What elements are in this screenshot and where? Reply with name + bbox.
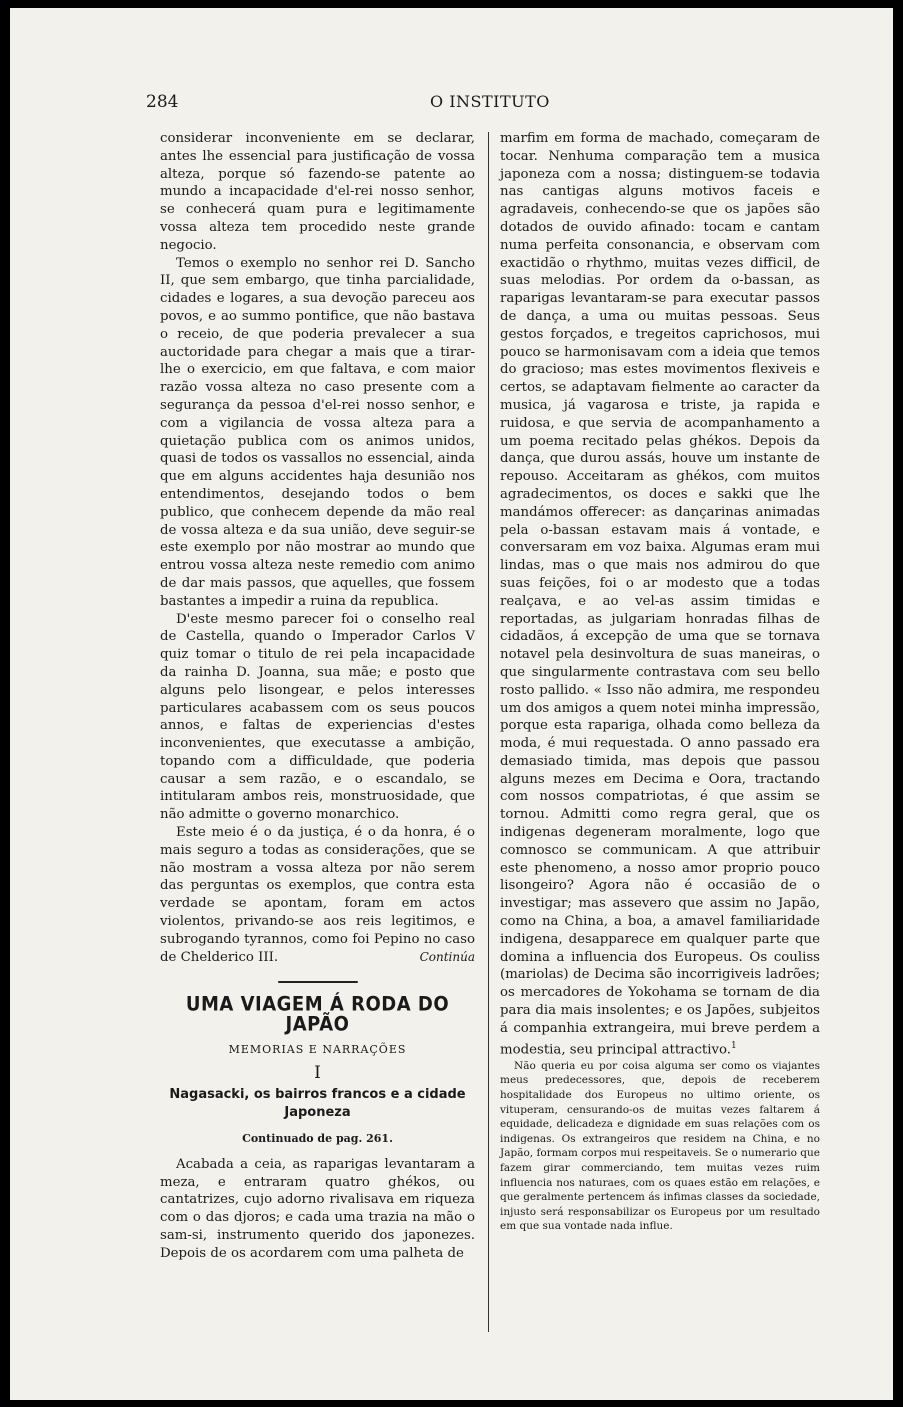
chapter-title: Nagasacki, os bairros francos e a cidade Japoneza xyxy=(169,1087,466,1121)
section-subtitle: MEMORIAS E NARRAÇÕES xyxy=(228,1042,407,1056)
right-paragraph-1-text: marfim em forma de machado, começaram de tocar. Nenhuma comparação tem a musica japoneza com a nossa; distinguem-se todavia nas cantigas alguns motivos faceis e agradaveis, conhecendo-se que os japões são dotados de ouvido afinado: tocam e cantam numa perfeita consonancia, e observam com exactidão o rhythmo, muitas vezes difficil, de suas melodias. Por ordem da o-bassan, as raparigas levantaram-se para executar passos de dança, a uma ou muitas pessoas. Seus gestos forçados, e tregeitos caprichosos, mui pouco se harmonisavam com a ideia que temos do gracioso; mas estes movimentos flexiveis e certos, se adaptavam fielmente ao caracter da musica, já vagarosa e triste, ja rapida e ruidosa, e que servia de acompanhamento a um poema recitado pelas ghékos. Depois da dança, que durou assás, houve um instante de repouso. Acceitaram as ghékos, com muitos agradecimentos, os doces e sakki que lhe mandámos offerecer: as dançarinas animadas pela o-bassan estavam mais á vontade, e conversaram em voz baixa. Algumas eram mui lindas, mas o que mais nos admirou do que suas feições, foi o ar modesto que a todas realçava, e ao vel-as assim timidas e reportadas, as julgariam honradas filhas de cidadãos, á excepção de uma que se tornava notavel pela desinvoltura de suas maneiras, o que singularmente contrastava com seu bello rosto pallido. « Isso não admira, me respondeu um dos amigos a quem notei minha impressão, porque esta rapariga, olhada como belleza da moda, é mui requestada. O anno passado era demasiado timida, mas depois que passou alguns mezes em Decima e Oora, tractando com nossos compatriotas, é que assim se tornou. Admitti como regra geral, que os indigenas degeneram moralmente, logo que comnosco se communicam. A que attribuir este phenomeno, a nosso amor proprio pouco lisongeiro? Agora não é occasião de o investigar; mas assevero que assim no Japão, como na China, a boa, a amavel familiaridade indigena, desapparece em qualquer parte que domina a influencia dos Europeus. Os couliss (mariolas) de Decima são incorrigiveis ladrões; os mercadores de Yokohama se tornam de dia para dia mais insolentes; e os Japões, subjeitos á companhia extrangeira, mui breve perdem a modestia, seu principal attractivo. xyxy=(500,131,820,1058)
left-column xyxy=(160,130,475,1263)
footnote-marker: 1 xyxy=(731,1040,737,1051)
left-paragraph-3: D'este mesmo parecer foi o conselho real de Castella, quando o Imperador Carlos V quiz tomar o titulo de rei pela incapacidade da rainha D. Joanna, sua mãe; e posto que alguns pelo lisongear, e pelos interesses particulares acabassem com os seus poucos annos, e faltas de experiencias d'estes inconvenientes, que executasse a ambição, topando com a difficuldade, que poderia causar a sem razão, e o escandalo, se intitularam ambos reis, monstruosidade, que não admitte o governo monarchico. xyxy=(160,611,475,823)
continua-note: Continúa xyxy=(419,950,475,965)
page-number: 284 xyxy=(146,92,179,112)
section-title: UMA VIAGEM Á RODA DO JAPÃO xyxy=(185,993,450,1036)
left-paragraph-1: considerar inconveniente em se declarar, antes lhe essencial para justificação de vossa alteza, porque só fazendo-se patente ao mundo a incapacidade d'el-rei nosso senhor, se conhecerá quam pura e legitimamente vossa alteza tem procedido neste grande negocio. xyxy=(160,131,475,253)
right-paragraph-1 xyxy=(500,130,820,1059)
footnote: Não queria eu por coisa alguma ser como os viajantes meus predecessores, que, depois de receberem hospitalidade dos Europeus no ultimo oriente, os vituperam, censurando-os de muitas vezes faltarem á equidade, delicadeza e dignidade em suas relações com os indigenas. Os extrangeiros que residem na China, e no Japão, formam corpos mui respeitaveis. Se o numerario que fazem girar commerciando, tem muitas vezes ruim influencia nos naturaes, com os quaes estão em relações, e que geralmente pertencem ás infimas classes da sociedade, injusto será responsabilizar os Europeus por um resultado em que sua vontade nada influe. xyxy=(500,1059,820,1233)
page xyxy=(10,8,893,1400)
continuado-note: Continuado de pag. 261. xyxy=(242,1132,393,1146)
running-title: O INSTITUTO xyxy=(430,92,550,111)
column-divider xyxy=(488,132,489,1332)
ornament-rule xyxy=(278,979,358,985)
left-paragraph-5: Acabada a ceia, as raparigas levantaram a meza, e entraram quatro ghékos, ou cantatrizes, cujo adorno rivalisava em riqueza com o das djoros; e cada uma trazia na mão o sam-si, instrumento querido dos japonezes. Depois de os acordarem com uma palheta de xyxy=(160,1156,475,1261)
page-header xyxy=(10,92,893,116)
chapter-number: I xyxy=(314,1062,321,1083)
left-paragraph-4: Este meio é o da justiça, é o da honra, é o mais seguro a todas as considerações, que se não mostram a vossa alteza por não serem das perguntas os exemplos, que contra esta verdade se apontam, foram em actos violentos, privando-se aos reis legitimos, e subrogando tyrannos, como foi Pepino no caso de Chelderico III. xyxy=(160,825,475,965)
left-paragraph-2: Temos o exemplo no senhor rei D. Sancho II, que sem embargo, que tinha parcialidade, cidades e logares, a sua devoção pareceu aos povos, e ao summo pontifice, que não bastava o receio, de que poderia prevalecer a sua auctoridade para chegar a mais que a tirar-lhe o exercicio, em que faltava, e com maior razão vossa alteza no caso presente com a segurança da pessoa d'el-rei nosso senhor, e com a vigilancia de vossa alteza para a quietação publica com os animos unidos, quasi de todos os vassallos no essencial, ainda que em alguns accidentes haja desunião nos entendimentos, desejando todos o bem publico, que conhecem depende da mão real de vossa alteza e da sua união, deve seguir-se este exemplo por não mostrar ao mundo que entrou vossa alteza neste remedio com animo de dar mais passos, que aquelles, que fossem bastantes a impedir a ruina da republica. xyxy=(160,255,475,609)
right-column xyxy=(500,130,820,1234)
